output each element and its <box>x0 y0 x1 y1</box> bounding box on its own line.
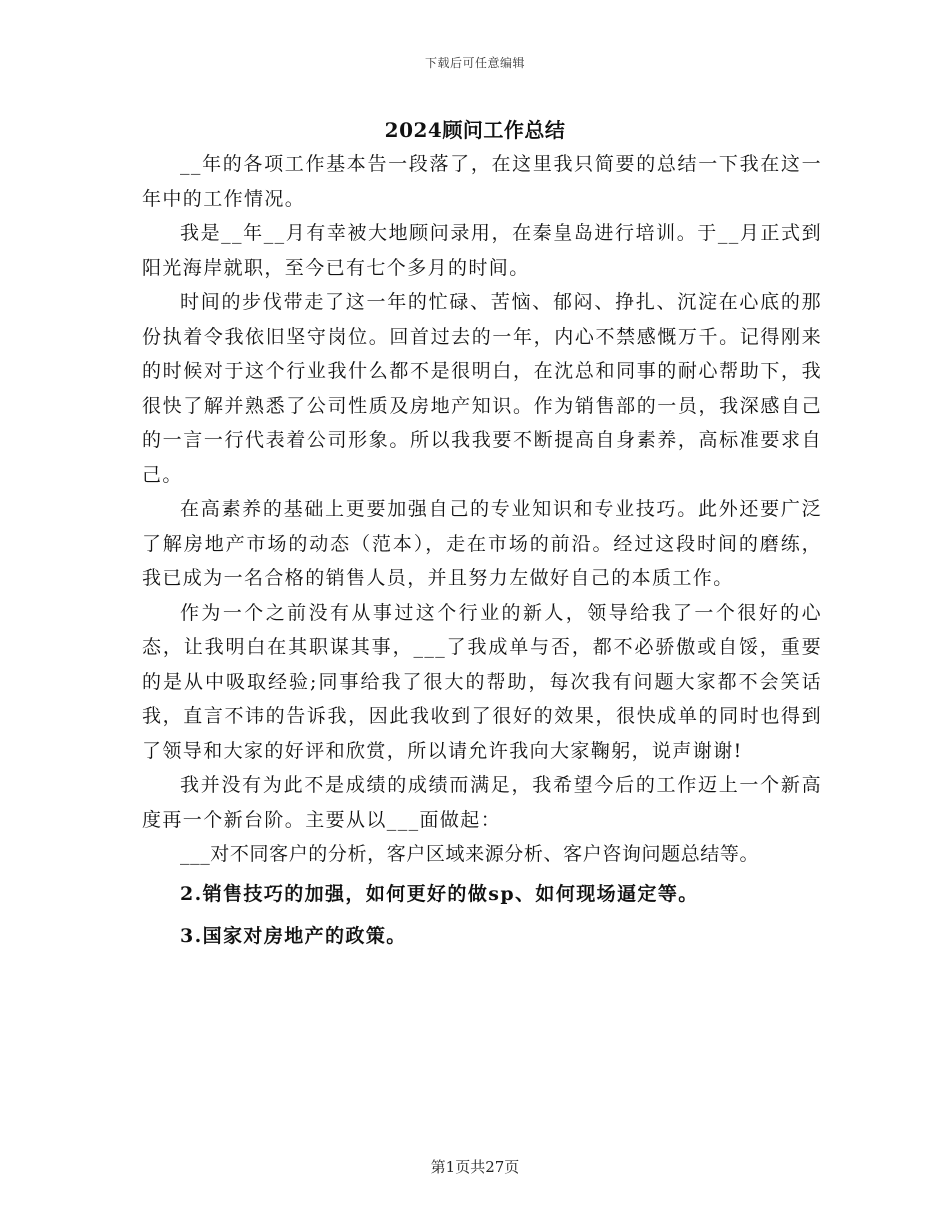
header-note: 下载后可任意编辑 <box>424 56 525 70</box>
bold-list-item: 3.国家对房地产的政策。 <box>180 924 407 947</box>
document-title: 2024顾问工作总结 <box>384 118 566 142</box>
paragraph: ___对不同客户的分析，客户区域来源分析、客户咨询问题总结等。 <box>180 843 760 865</box>
paragraph: __年的各项工作基本告一段落了，在这里我只简要的总结一下我在这一年中的工作情况。 <box>142 153 822 210</box>
bold-list-item: 2.销售技巧的加强，如何更好的做sp、如何现场逼定等。 <box>180 882 699 905</box>
paragraph: 在高素养的基础上更要加强自己的专业知识和专业技巧。此外还要广泛了解房地产市场的动态（范本），走在市场的前沿。经过这段时间的磨练，我已成为一名合格的销售人员，并且努力左做好自己的本质工作。 <box>142 498 822 589</box>
paragraph: 时间的步伐带走了这一年的忙碌、苦恼、郁闷、挣扎、沉淀在心底的那份执着令我依旧坚守岗位。回首过去的一年，内心不禁感慨万千。记得刚来的时候对于这个行业我什么都不是很明白，在沈总和同事的耐心帮助下，我很快了解并熟悉了公司性质及房地产知识。作为销售部的一员，我深感自己的一言一行代表着公司形象。所以我我要不断提高自身素养，高标准要求自己。 <box>142 291 822 486</box>
paragraph: 我并没有为此不是成绩的成绩而满足，我希望今后的工作迈上一个新高度再一个新台阶。主要从以___面做起： <box>142 774 822 831</box>
paragraph: 我是__年__月有幸被大地顾问录用，在秦皇岛进行培训。于__月正式到阳光海岸就职，至今已有七个多月的时间。 <box>142 222 822 279</box>
paragraph: 作为一个之前没有从事过这个行业的新人，领导给我了一个很好的心态，让我明白在其职谋其事，___了我成单与否，都不必骄傲或自馁，重要的是从中吸取经验;同事给我了很大的帮助，每次我有问题大家都不会笑话我，直言不讳的告诉我，因此我收到了很好的效果，很快成单的同时也得到了领导和大家的好评和欣赏，所以请允许我向大家鞠躬，说声谢谢! <box>142 601 822 762</box>
page-number: 第1页共27页 <box>430 1158 520 1176</box>
document-body <box>142 147 822 956</box>
